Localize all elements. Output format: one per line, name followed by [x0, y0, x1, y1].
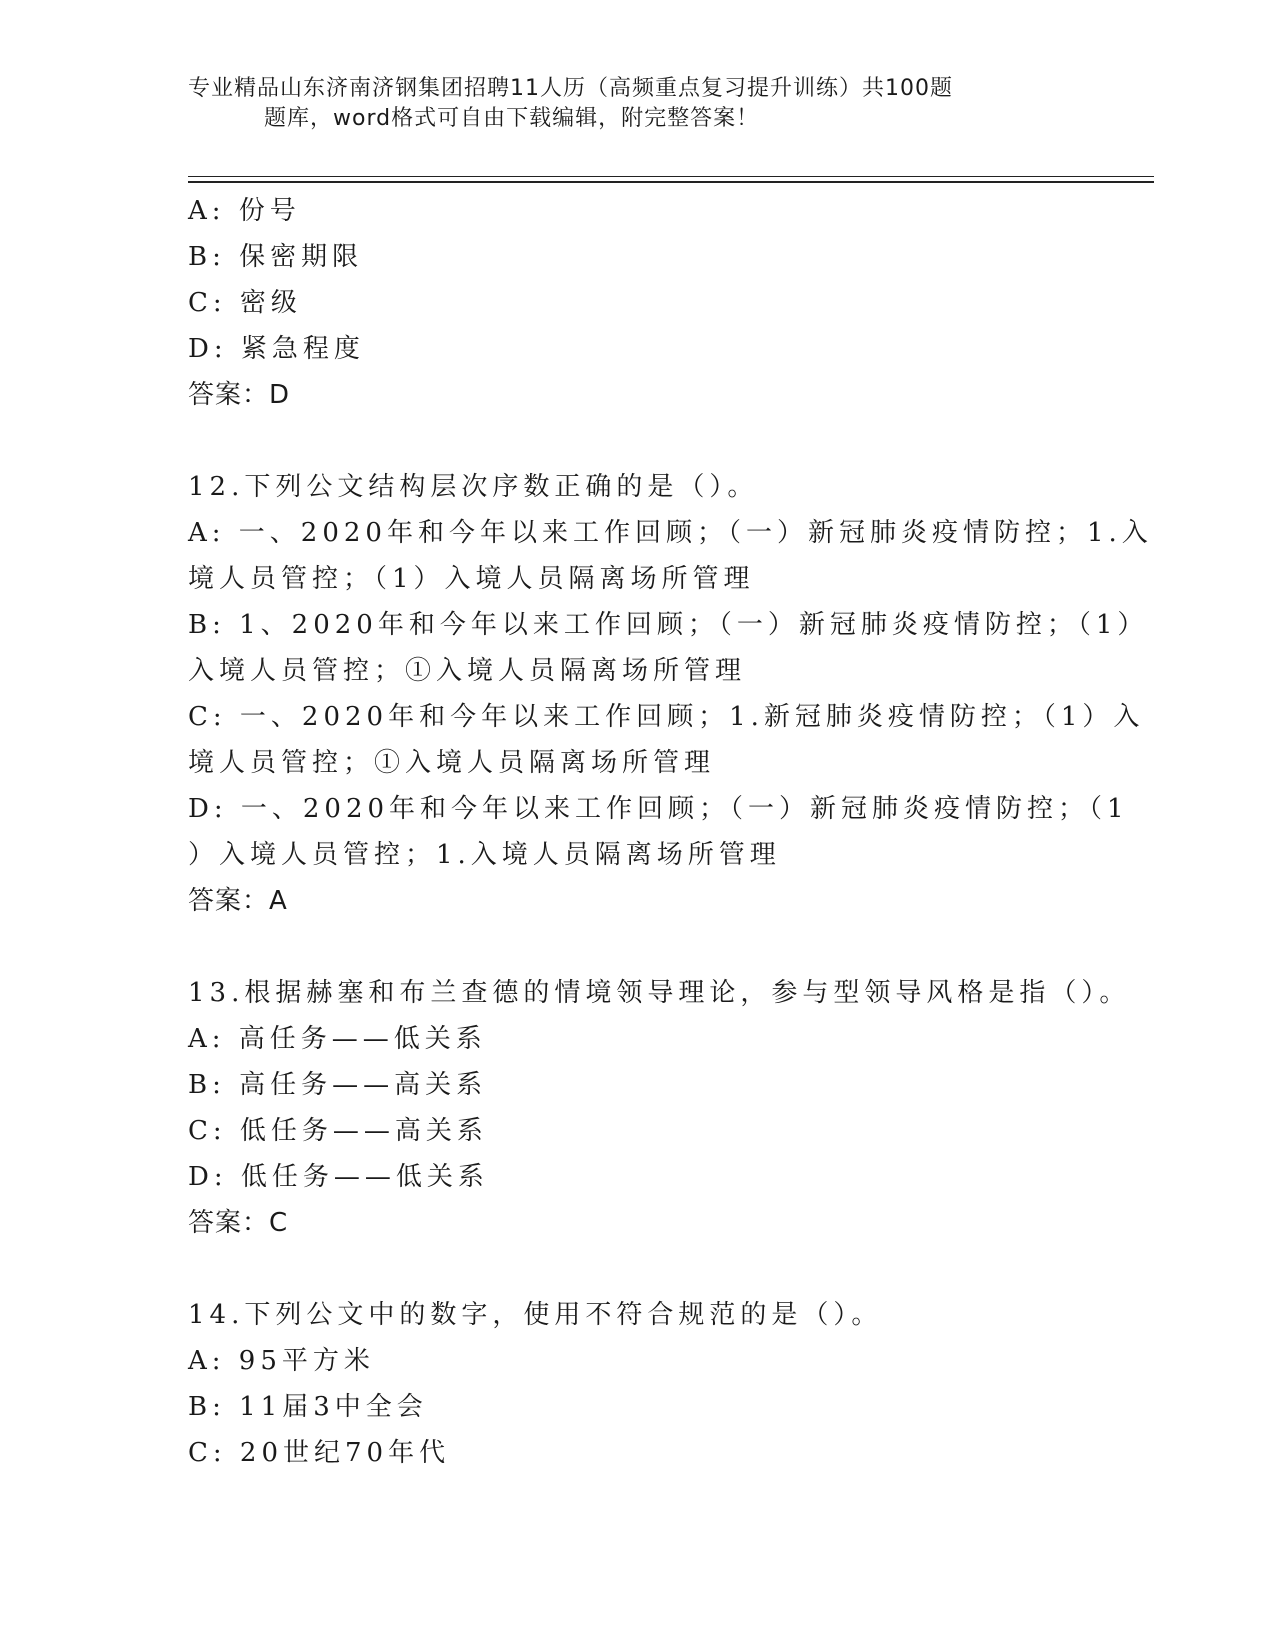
question-12 [188, 464, 1153, 924]
question-stem: 12.下列公文结构层次序数正确的是（）。 [188, 472, 759, 502]
option-c-line-1: C: 一、2020年和今年以来工作回顾；1.新冠肺炎疫情防控；（1）入 [188, 702, 1145, 732]
option-a-line-2: 境人员管控；（1）入境人员隔离场所管理 [188, 564, 755, 594]
question-spacer [188, 418, 1088, 464]
answer-line: 答案：A [188, 886, 288, 916]
question-spacer [188, 924, 1088, 970]
header-divider-thick [188, 181, 1154, 183]
option-a: A: 高任务——低关系 [188, 1024, 487, 1054]
option-d: D: 紧急程度 [188, 334, 365, 364]
question-spacer [188, 1246, 1088, 1292]
header-title-line-2: 题库，word格式可自由下载编辑，附完整答案！ [264, 106, 760, 131]
option-b: B: 11届3中全会 [188, 1392, 428, 1422]
document-header [188, 74, 1088, 134]
option-a-line-1: A: 一、2020年和今年以来工作回顾；（一）新冠肺炎疫情防控；1.入 [188, 518, 1153, 548]
question-stem: 14.下列公文中的数字，使用不符合规范的是（）。 [188, 1300, 883, 1330]
header-divider-thin [188, 176, 1154, 177]
option-c: C: 密级 [188, 288, 302, 318]
answer-line: 答案：C [188, 1208, 289, 1238]
option-c-line-2: 境人员管控；①入境人员隔离场所管理 [188, 748, 716, 778]
option-d-line-1: D: 一、2020年和今年以来工作回顾；（一）新冠肺炎疫情防控；（1 [188, 794, 1129, 824]
option-c: C: 20世纪70年代 [188, 1438, 451, 1468]
question-14 [188, 1292, 1088, 1476]
question-stem: 13.根据赫塞和布兰查德的情境领导理论，参与型领导风格是指（）。 [188, 978, 1131, 1008]
option-c: C: 低任务——高关系 [188, 1116, 488, 1146]
question-list [188, 188, 1153, 1476]
option-b-line-2: 入境人员管控；①入境人员隔离场所管理 [188, 656, 747, 686]
option-b: B: 保密期限 [188, 242, 364, 272]
header-title-line-1: 专业精品山东济南济钢集团招聘11人历（高频重点复习提升训练）共100题 [188, 76, 953, 101]
option-a: A: 份号 [188, 196, 301, 226]
question-13 [188, 970, 1131, 1246]
question-11 [188, 188, 1088, 418]
option-d-line-2: ）入境人员管控；1.入境人员隔离场所管理 [188, 840, 781, 870]
answer-line: 答案：D [188, 380, 291, 410]
option-b: B: 高任务——高关系 [188, 1070, 488, 1100]
option-b-line-1: B: 1、2020年和今年以来工作回顾；（一）新冠肺炎疫情防控；（1） [188, 610, 1149, 640]
option-d: D: 低任务——低关系 [188, 1162, 489, 1192]
option-a: A: 95平方米 [188, 1346, 375, 1376]
